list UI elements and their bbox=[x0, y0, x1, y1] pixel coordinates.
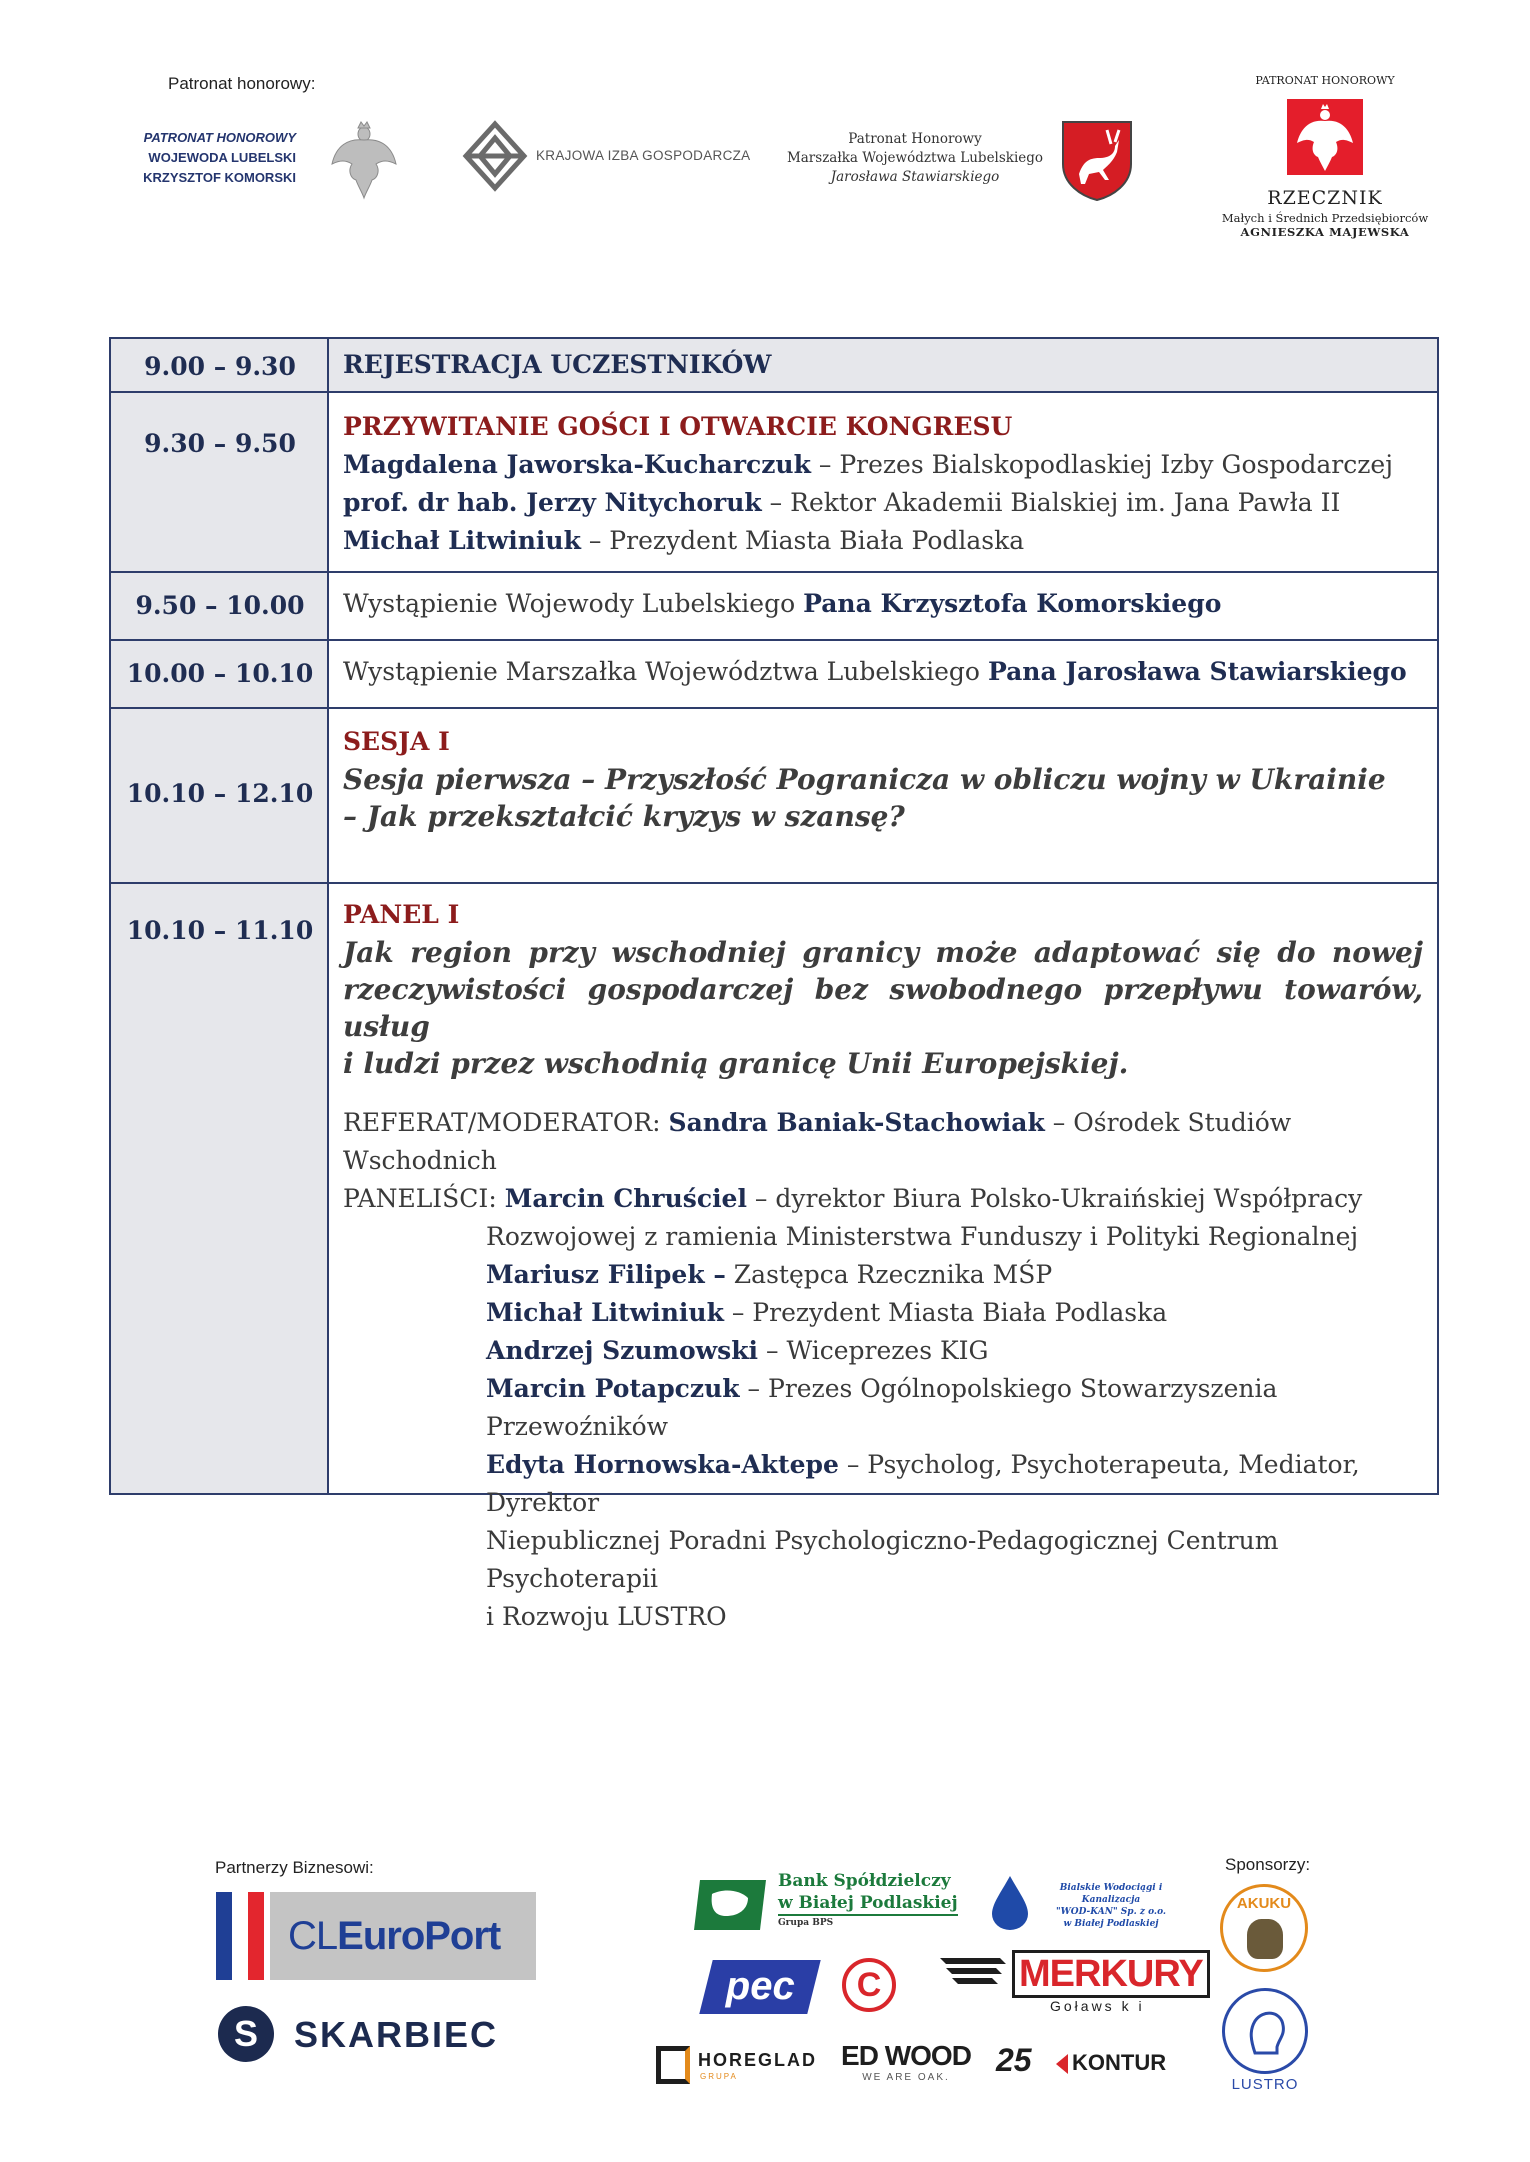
kig-name: KRAJOWA IZBA GOSPODARCZA bbox=[536, 148, 751, 163]
polish-eagle-icon bbox=[328, 120, 400, 200]
wodkan-line2: "WOD-KAN" Sp. z o.o. bbox=[1055, 1907, 1167, 1917]
wojewoda-line2: WOJEWODA LUBELSKI bbox=[148, 150, 296, 165]
speaker-name: prof. dr hab. Jerzy Nitychoruk bbox=[343, 488, 762, 517]
welcome-title: PRZYWITANIE GOŚCI I OTWARCIE KONGRESU bbox=[343, 412, 1013, 441]
time-welcome: 9.30 – 9.50 bbox=[144, 429, 296, 458]
wojewoda-line3: KRZYSZTOF KOMORSKI bbox=[143, 170, 296, 185]
rzecznik-name: AGNIESZKA MAJEWSKA bbox=[1240, 225, 1410, 239]
welcome-block bbox=[343, 408, 1423, 560]
marszalek-speech-text: Wystąpienie Marszałka Województwa Lubelskiego bbox=[343, 657, 980, 686]
panel-block bbox=[343, 896, 1423, 1636]
panelists-label: PANELIŚCI: bbox=[343, 1184, 497, 1213]
wodkan-line3: w Białej Podlaskiej bbox=[1063, 1919, 1159, 1929]
lubelskie-coat-of-arms-icon bbox=[1059, 118, 1135, 202]
panelist-line bbox=[343, 1446, 1423, 1522]
speaker-line bbox=[343, 522, 1423, 560]
bank-line1: Bank Spółdzielczy bbox=[778, 1871, 951, 1891]
panel-line: rzeczywistości gospodarczej bez swobodnego przepływu towarów, usług bbox=[343, 973, 1423, 1043]
moderator-line bbox=[343, 1104, 1423, 1180]
moderator-label: REFERAT/MODERATOR: bbox=[343, 1108, 661, 1137]
pec-text: pec bbox=[725, 1964, 795, 2008]
bank-map-icon bbox=[690, 1876, 770, 1934]
sponsors-label: Sponsorzy: bbox=[1225, 1855, 1311, 1874]
row-separator bbox=[111, 707, 1437, 709]
speaker-role: – Rektor Akademii Bialskiej im. Jana Pawła II bbox=[769, 488, 1341, 517]
wojewoda-speech bbox=[343, 585, 1423, 623]
panel-line: Jak region przy wschodniej granicy może adaptować się do nowej bbox=[343, 936, 1423, 969]
rzecznik-logo bbox=[1205, 74, 1445, 250]
panel-title: PANEL I bbox=[343, 900, 460, 929]
panelist-line bbox=[343, 1370, 1423, 1446]
panelist-role: – Prezydent Miasta Biała Podlaska bbox=[731, 1298, 1168, 1327]
merkury-sub: Goławs k i bbox=[1050, 1998, 1145, 2014]
rzecznik-subtitle: Małych i Średnich Przedsiębiorców bbox=[1221, 211, 1429, 225]
horeglad-sub: GRUPA bbox=[700, 2072, 738, 2081]
panelist-role: – dyrektor Biura Polsko-Ukraińskiej Współpracy bbox=[754, 1184, 1363, 1213]
panelist-cont: i Rozwoju LUSTRO bbox=[486, 1602, 727, 1631]
session-title: SESJA I bbox=[343, 727, 450, 756]
panelist-name: Marcin Potapczuk bbox=[486, 1374, 740, 1403]
kontur-logo bbox=[1056, 2048, 1196, 2088]
speaker-role: – Prezes Bialskopodlaskiej Izby Gospodarczej bbox=[818, 450, 1393, 479]
panelist-role: – Wiceprezes KIG bbox=[766, 1336, 989, 1365]
merkury-logo bbox=[940, 1950, 1203, 2020]
c-circle-logo: C bbox=[842, 1958, 896, 2012]
time-session: 10.10 – 12.10 bbox=[126, 779, 314, 808]
edwood-logo bbox=[836, 2040, 976, 2096]
rzecznik-title: RZECZNIK bbox=[1267, 187, 1383, 209]
panelist-role: – Prezes Ogólnopolskiego Stowarzyszenia Przewoźników bbox=[486, 1374, 1278, 1441]
skarbiec-logo bbox=[218, 2004, 538, 2064]
wodkan-logo bbox=[990, 1870, 1190, 1940]
panelist-name: Andrzej Szumowski bbox=[486, 1336, 759, 1365]
lustro-emblem bbox=[1222, 1988, 1308, 2074]
panelist-name: Michał Litwiniuk bbox=[486, 1298, 724, 1327]
session-line: Sesja pierwsza – Przyszłość Pogranicza w obliczu wojny w Ukrainie bbox=[343, 763, 1386, 796]
patron-label: Patronat honorowy: bbox=[168, 74, 316, 93]
marszalek-line2: Marszałka Województwa Lubelskiego bbox=[786, 150, 1044, 166]
session-block bbox=[343, 723, 1423, 835]
marszalek-line1: Patronat Honorowy bbox=[848, 131, 982, 147]
time-wojewoda: 9.50 – 10.00 bbox=[135, 591, 305, 620]
edwood-name: ED WOOD bbox=[841, 2040, 971, 2071]
speaker-role: – Prezydent Miasta Biała Podlaska bbox=[588, 526, 1025, 555]
head-profile-icon bbox=[1225, 1991, 1305, 2071]
time-registration: 9.00 – 9.30 bbox=[144, 352, 296, 381]
kontur-name: KONTUR bbox=[1072, 2050, 1167, 2075]
panelist-line bbox=[343, 1180, 1423, 1218]
panelist-line bbox=[343, 1294, 1423, 1332]
rzecznik-top: PATRONAT HONOROWY bbox=[1255, 74, 1395, 87]
panelist-cont: Niepublicznej Poradni Psychologiczno-Pedagogicznej Centrum Psychoterapii bbox=[486, 1526, 1279, 1593]
speaker-name: Michał Litwiniuk bbox=[343, 526, 581, 555]
wojewoda-speech-text: Wystąpienie Wojewody Lubelskiego bbox=[343, 589, 796, 618]
bank-logo bbox=[690, 1870, 980, 1940]
merkury-name: MERKURY bbox=[1012, 1950, 1210, 1998]
marszalek-speech-name: Pana Jarosława Stawiarskiego bbox=[987, 657, 1407, 686]
row-separator bbox=[111, 391, 1437, 393]
row-separator bbox=[111, 882, 1437, 884]
skarbiec-name: SKARBIEC bbox=[294, 2014, 499, 2055]
speaker-line bbox=[343, 446, 1423, 484]
white-eagle-icon bbox=[1287, 99, 1363, 175]
panelist-role: – Psycholog, Psychoterapeuta, Mediator, Dyrektor bbox=[486, 1450, 1360, 1517]
clep-europort: EuroPort bbox=[337, 1914, 501, 1958]
bank-line2: w Białej Podlaskiej bbox=[778, 1892, 958, 1916]
partners-label: Partnerzy Biznesowi: bbox=[215, 1858, 374, 1877]
moderator-name: Sandra Baniak-Stachowiak bbox=[668, 1108, 1045, 1137]
akuku-logo bbox=[1220, 1884, 1308, 1972]
wojewoda-speech-name: Pana Krzysztofa Komorskiego bbox=[803, 589, 1222, 618]
anniversary-logo: 25 bbox=[996, 2042, 1032, 2078]
kig-emblem-icon bbox=[460, 118, 530, 198]
panelist-role: Zastępca Rzecznika MŚP bbox=[733, 1260, 1053, 1289]
moderator-role: – Ośrodek Studiów Wschodnich bbox=[343, 1108, 1292, 1175]
horeglad-name: HOREGLAD bbox=[698, 2050, 817, 2070]
marszalek-logo bbox=[786, 118, 1135, 202]
mascot-icon bbox=[1247, 1919, 1283, 1959]
marszalek-line3: Jarosława Stawiarskiego bbox=[830, 169, 1000, 185]
row-separator bbox=[111, 571, 1437, 573]
lustro-name: LUSTRO bbox=[1231, 2076, 1299, 2093]
wodkan-line1: Bialskie Wodociągi i Kanalizacja bbox=[1059, 1883, 1163, 1905]
wojewoda-logo bbox=[130, 128, 400, 198]
panelist-line bbox=[343, 1256, 1423, 1294]
clep-logo bbox=[216, 1892, 536, 1980]
panelist-name: Marcin Chruściel bbox=[504, 1184, 747, 1213]
edwood-sub: WE ARE OAK. bbox=[862, 2072, 950, 2083]
wojewoda-line1: PATRONAT HONOROWY bbox=[143, 130, 296, 145]
session-line: – Jak przekształcić kryzys w szansę? bbox=[343, 800, 905, 833]
water-drop-icon bbox=[990, 1874, 1030, 1932]
skarbiec-s-icon: S bbox=[218, 2006, 274, 2062]
speaker-line bbox=[343, 484, 1423, 522]
time-marszalek: 10.00 – 10.10 bbox=[126, 659, 314, 688]
kontur-arrow-icon bbox=[1056, 2054, 1068, 2074]
panel-line: i ludzi przez wschodnią granicę Unii Europejskiej. bbox=[343, 1047, 1129, 1080]
row-separator bbox=[111, 639, 1437, 641]
panelist-name: Edyta Hornowska-Aktepe bbox=[486, 1450, 839, 1479]
time-panel: 10.10 – 11.10 bbox=[126, 916, 314, 945]
rzecznik-eagle-box bbox=[1287, 99, 1363, 175]
merkury-wing-icon bbox=[940, 1954, 1010, 1994]
bank-line3: Grupa BPS bbox=[778, 1918, 834, 1928]
panelist-line bbox=[343, 1332, 1423, 1370]
agenda-table bbox=[109, 337, 1439, 1631]
horeglad-logo bbox=[656, 2044, 816, 2094]
marszalek-speech bbox=[343, 653, 1423, 691]
akuku-name: AKUKU bbox=[1236, 1895, 1292, 1912]
speaker-name: Magdalena Jaworska-Kucharczuk bbox=[343, 450, 811, 479]
panelist-name: Mariusz Filipek – bbox=[486, 1260, 726, 1289]
horeglad-h-icon bbox=[656, 2046, 690, 2084]
panelist-cont: Rozwojowej z ramienia Ministerstwa Funduszy i Polityki Regionalnej bbox=[486, 1222, 1359, 1251]
kig-logo bbox=[460, 118, 760, 198]
pec-logo bbox=[699, 1960, 820, 2014]
clep-cl: CL bbox=[288, 1914, 338, 1958]
registration-title: REJESTRACJA UCZESTNIKÓW bbox=[343, 350, 772, 379]
